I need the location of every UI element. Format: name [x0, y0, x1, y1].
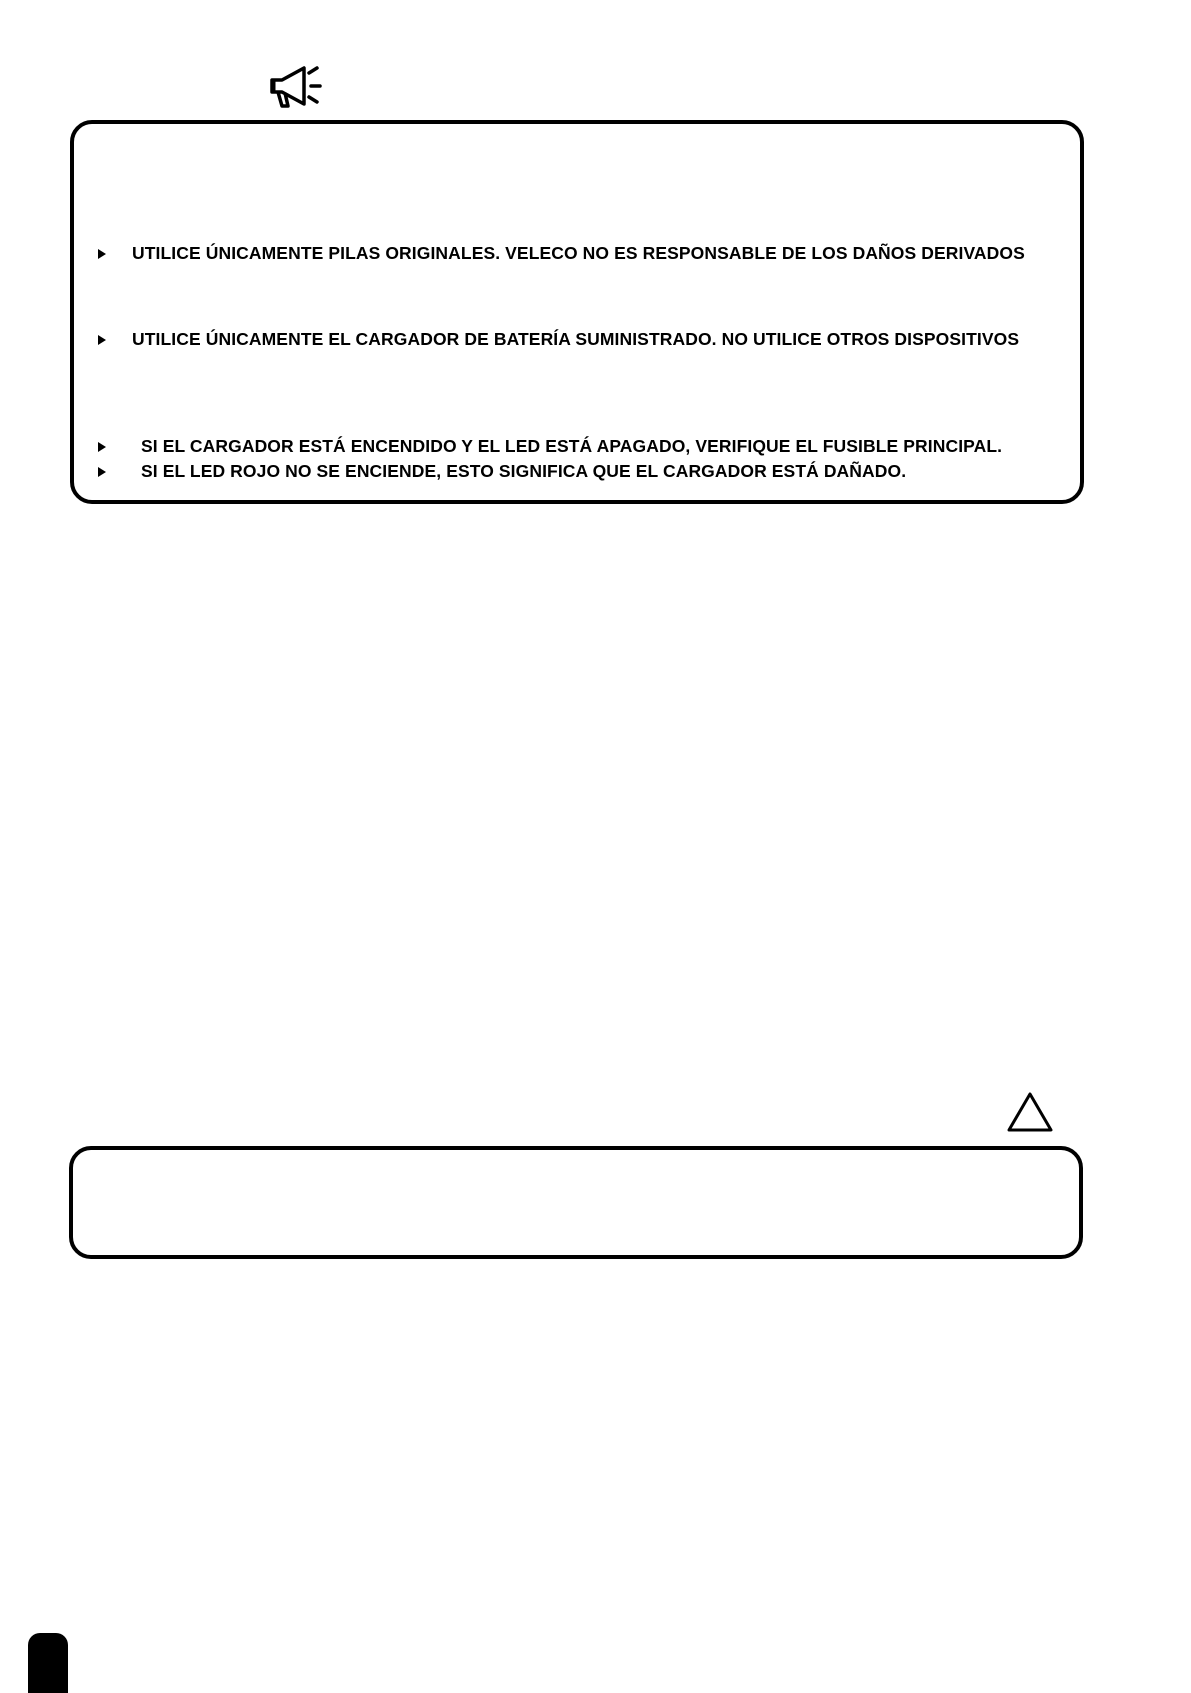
notice-item-text: SI EL LED ROJO NO SE ENCIENDE, ESTO SIGNIFICA QUE EL CARGADOR ESTÁ DAÑADO.	[141, 461, 907, 481]
bullet-arrow-icon	[98, 442, 106, 452]
notice-item-supplied-charger	[98, 329, 1019, 350]
bullet-arrow-icon	[98, 335, 106, 345]
notice-item-text: UTILICE ÚNICAMENTE PILAS ORIGINALES. VELECO NO ES RESPONSABLE DE LOS DAÑOS DERIVADOS	[132, 243, 1025, 263]
bullet-arrow-icon	[98, 467, 106, 477]
bullet-arrow-icon	[98, 249, 106, 259]
notice-box	[70, 120, 1084, 504]
notice-item-check-fuse	[98, 436, 1002, 457]
warning-box	[69, 1146, 1083, 1259]
warning-triangle-icon	[1006, 1090, 1054, 1134]
page-tab-marker	[28, 1633, 68, 1693]
notice-item-text: UTILICE ÚNICAMENTE EL CARGADOR DE BATERÍA SUMINISTRADO. NO UTILICE OTROS DISPOSITIVOS	[132, 329, 1020, 349]
notice-item-original-batteries	[98, 243, 1025, 264]
notice-item-red-led	[98, 461, 906, 482]
megaphone-icon	[266, 64, 326, 110]
notice-item-text: SI EL CARGADOR ESTÁ ENCENDIDO Y EL LED ESTÁ APAGADO, VERIFIQUE EL FUSIBLE PRINCIPAL.	[141, 436, 1003, 456]
